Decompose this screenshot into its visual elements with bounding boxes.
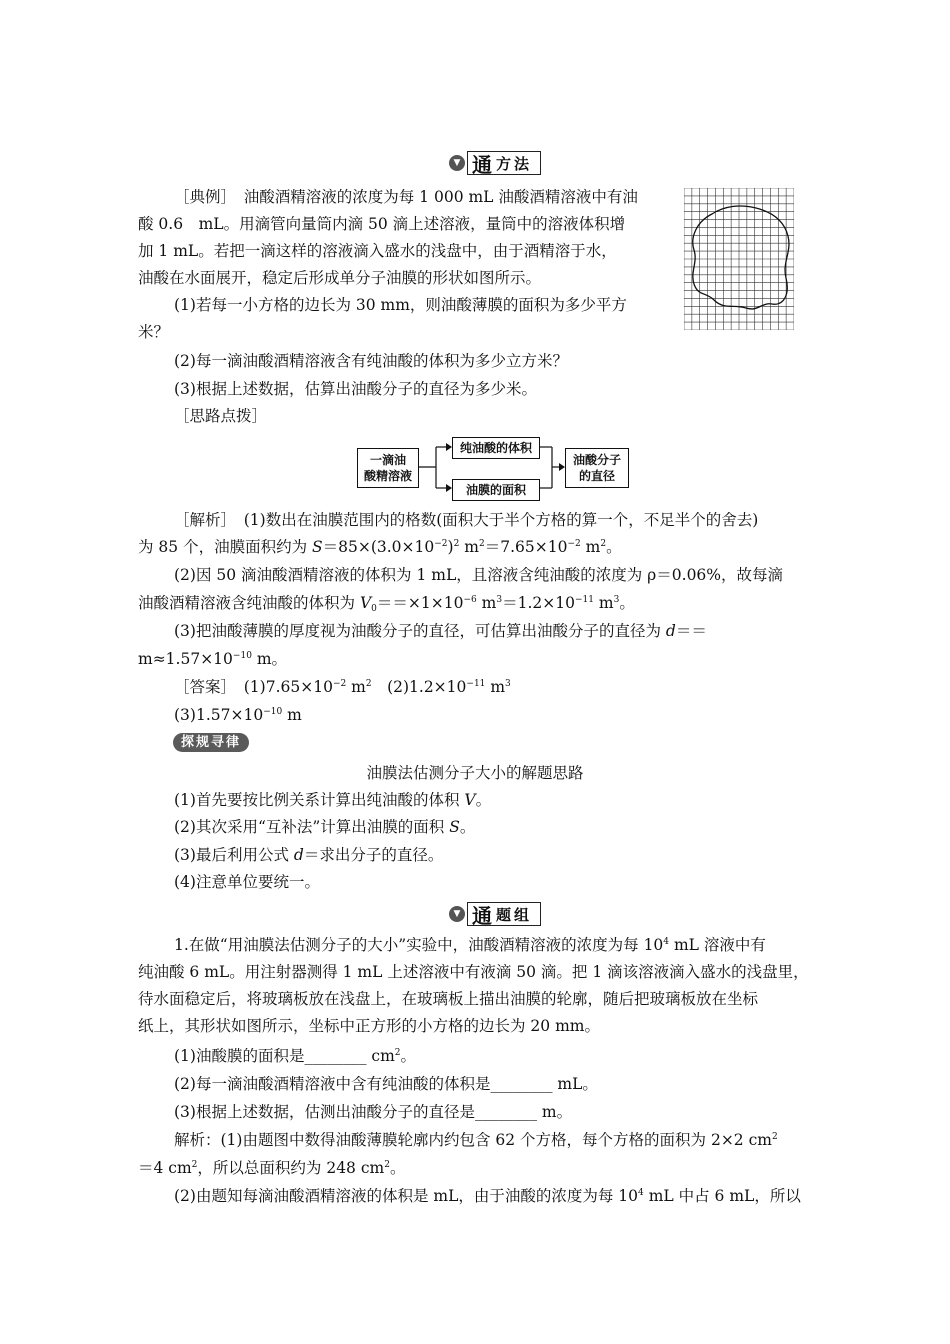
banner-big-char: 通 [472,152,492,177]
exercise-answer-line-3: (2)由题知每滴油酸酒精溶液的体积是 mL，由于油酸的浓度为每 $10^4$ mL 中占 6 mL，所以 [174,1187,801,1205]
exercise-line-3: 待水面稳定后，将玻璃板放在浅盘上，在玻璃板上描出油膜的轮廓，随后把玻璃板放在坐标 [138,990,759,1008]
triangle-down-icon: ▼ [449,906,465,922]
example-question-3: (3)根据上述数据，估算出油酸分子的直径为多少米。 [174,380,537,398]
flow-bottom-box: 油膜的面积 [452,479,540,501]
solution-line-3: (2)因 50 滴油酸酒精溶液的体积为 1 mL，且溶液含纯油酸的浓度为 ρ＝0.06%，故每滴 [174,566,784,584]
group-banner [449,901,541,927]
example-question-1: (1)若每一小方格的边长为 30 mm，则油酸薄膜的面积为多少平方 [174,296,627,314]
banner-text: 题组 [496,905,533,924]
flow-start-line-2: 酸精溶液 [363,469,412,483]
answer-line-2: $(3)1.57\times 10^{-10}$ m [174,706,302,724]
rule-1: (1)首先要按比例关系计算出纯油酸的体积 V。 [174,791,492,809]
example-question-1-cont: 米？ [138,323,170,341]
answer-line-1: ［答案］ $(1)7.65\times 10^{-2}$ $m^2$ $(2)1.2\times 10^{-11}$ $m^3$ [174,678,511,696]
banner-big-char: 通 [472,903,492,928]
flow-end-line-2: 的直径 [578,469,615,483]
exercise-line-4: 纸上，其形状如图所示，坐标中正方形的小方格的边长为 20 mm。 [138,1017,600,1035]
flow-start-box [357,448,419,488]
banner-box [467,902,541,926]
solution-line-6: $m\approx 1.57\times 10^{-10}$ m。 [138,650,288,668]
example-line-3: 加 1 mL。若把一滴这样的溶液滴入盛水的浅盘中，由于酒精溶于水， [138,242,617,260]
solution-line-1: ［解析］ (1)数出在油膜范围内的格数(面积大于半个方格的算一个，不足半个的舍去) [174,511,759,529]
exercise-question-3: (3)根据上述数据，估测出油酸分子的直径是________ m。 [174,1103,573,1121]
rule-3: (3)最后利用公式 d＝求出分子的直径。 [174,846,444,864]
rule-pill: 探规寻律 [173,733,249,752]
example-line-1: ［典例］ 油酸酒精溶液的浓度为每 1 000 mL 油酸酒精溶液中有油 [174,188,638,206]
exercise-question-2: (2)每一滴油酸酒精溶液中含有纯油酸的体积是________ mL。 [174,1075,598,1093]
exercise-answer-line-1: 解析：(1)由题图中数得油酸薄膜轮廓内约包含 62 个方格，每个方格的面积为 2×2 $cm^2$ [174,1131,778,1149]
exercise-question-1: (1)油酸膜的面积是________ $cm^2$。 [174,1047,417,1065]
exercise-answer-line-2: ＝4 $cm^2$，所以总面积约为 248 $cm^2$。 [138,1159,406,1177]
example-line-2: 酸 0.6 mL。用滴管向量筒内滴 50 滴上述溶液，量筒中的溶液体积增 [138,215,626,233]
flow-top-box: 纯油酸的体积 [452,437,540,459]
example-question-2: (2)每一滴油酸酒精溶液含有纯油酸的体积为多少立方米？ [174,352,568,370]
flow-end-box [565,448,629,488]
example-line-4: 油酸在水面展开，稳定后形成单分子油膜的形状如图所示。 [138,269,542,287]
hint-label: ［思路点拨］ [174,407,268,425]
flow-start-line-1: 一滴油 [369,453,406,467]
triangle-down-icon: ▼ [449,155,465,171]
solution-line-2: 为 85 个，油膜面积约为 $S=85\times(3.0\times 10^{-2})^2$ $m^2=7.65\times 10^{-2}$ $m^2$。 [138,538,622,556]
exercise-line-2: 纯油酸 6 mL。用注射器测得 1 mL 上述溶液中有液滴 50 滴。把 1 滴该溶液滴入盛水的浅盘里， [138,963,809,981]
rule-4: (4)注意单位要统一。 [174,873,320,891]
solution-line-4: 油酸酒精溶液含纯油酸的体积为 $V_0==\times 1\times 10^{-6}$ $m^3=1.2\times 10^{-11}$ $m^3$。 [138,594,635,614]
flow-end-line-1: 油酸分子 [572,453,621,467]
rule-2: (2)其次采用“互补法”计算出油膜的面积 S。 [174,818,476,836]
exercise-line-1: 1.在做“用油膜法估测分子的大小”实验中，油酸酒精溶液的浓度为每 $10^4$ mL 溶液中有 [174,936,766,954]
rules-title: 油膜法估测分子大小的解题思路 [366,764,584,782]
banner-text: 方法 [496,154,533,173]
solution-line-5: (3)把油酸薄膜的厚度视为油酸分子的直径，可估算出油酸分子的直径为 d＝＝ [174,622,707,640]
